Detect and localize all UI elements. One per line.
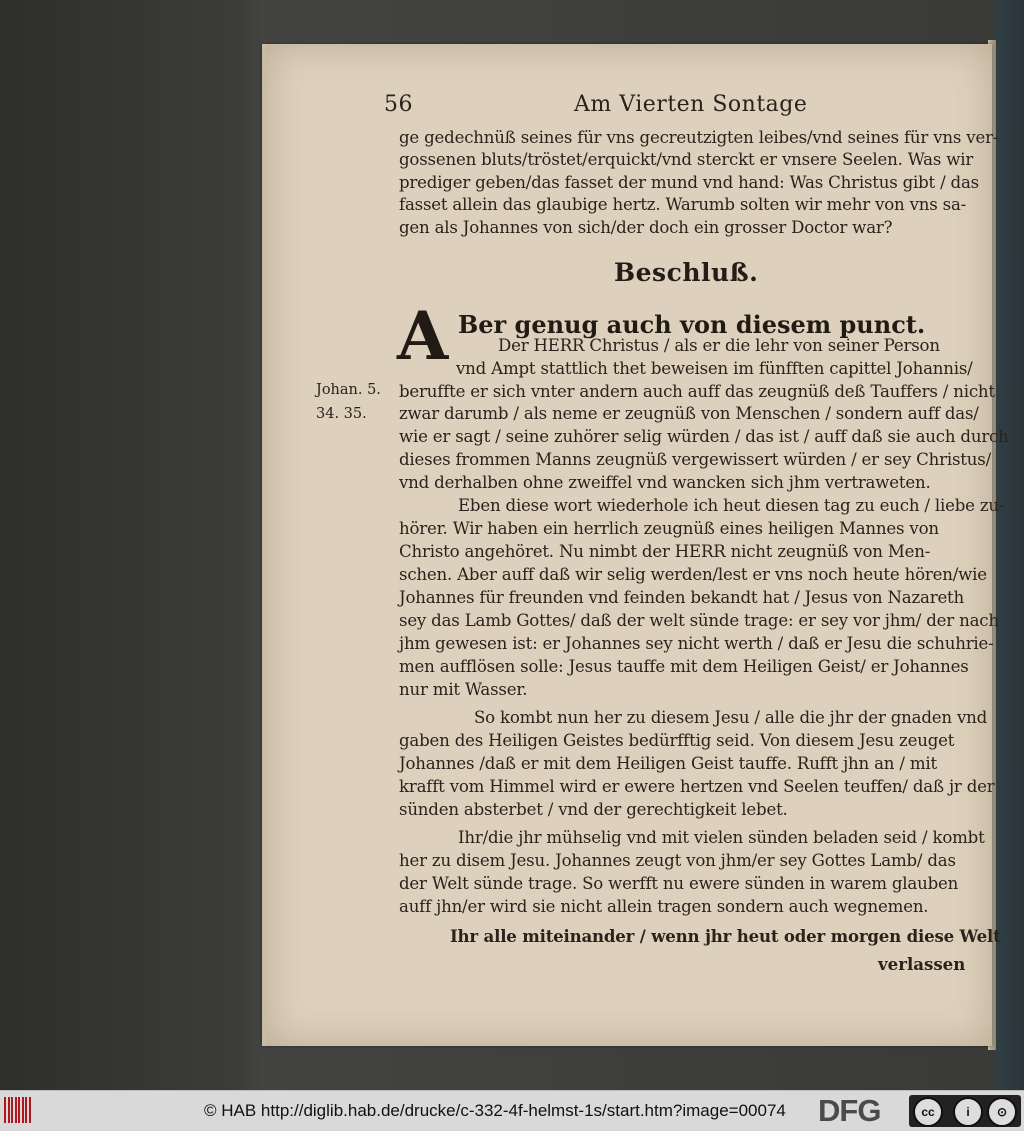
text-line: vnd derhalben ohne zweiffel vnd wancken sich jhm vertraweten. [399,473,931,492]
text-line: wie er sagt / seine zuhörer selig würden / das ist / auff daß sie auch durch [399,427,1009,446]
text-line: auff jhn/er wird sie nicht allein tragen sondern auch wegnemen. [399,897,929,916]
text-line: dieses frommen Manns zeugnüß vergewissert würden / er sey Christus/ [399,450,991,469]
text-line: ge gedechnüß seines für vns gecreutzigten leibes/vnd seines für vns ver- [399,128,999,147]
by-label: BY [961,1117,971,1124]
text-line: So kombt nun her zu diesem Jesu / alle die jhr der gnaden vnd [474,708,988,727]
text-line: gen als Johannes von sich/der doch ein grosser Doctor war? [399,218,893,237]
text-line: gaben des Heiligen Geistes bedürfftig seid. Von diesem Jesu zeuget [399,731,955,750]
dfg-logo[interactable]: DFG [818,1093,881,1128]
text-line: men aufflösen solle: Jesus tauffe mit dem Heiligen Geist/ er Johannes [399,657,969,676]
running-head-title: Am Vierten Sontage [574,92,808,117]
text-line: Ihr/die jhr mühselig vnd mit vielen sünden beladen seid / kombt [458,828,985,847]
text-line: nur mit Wasser. [399,680,528,699]
share-alike-icon: ⊙ [987,1097,1017,1127]
margin-note-line: 34. 35. [316,406,367,422]
text-line: beruffte er sich vnter andern auch auff das zeugnüß deß Tauffers / nicht [399,382,995,401]
copyright-link[interactable]: © HAB http://diglib.hab.de/drucke/c-332-4f-helmst-1s/start.htm?image=00074 [204,1101,786,1120]
margin-note-line: Johan. 5. [316,382,381,398]
text-line: jhm gewesen ist: er Johannes sey nicht werth / daß er Jesu die schuhrie- [399,634,994,653]
text-line: Ihr alle miteinander / wenn jhr heut oder morgen diese Welt [450,926,1001,946]
by-icon: i [953,1097,983,1127]
footer-bar [0,1090,1024,1131]
text-line: zwar darumb / als neme er zeugnüß von Menschen / sondern auff das/ [399,404,979,423]
text-line: her zu disem Jesu. Johannes zeugt von jhm/er sey Gottes Lamb/ das [399,851,956,870]
sa-label: SA [995,1117,1005,1124]
first-line: Ber genug auch von diesem punct. [458,310,926,339]
text-line: Der HERR Christus / als er die lehr von seiner Person [498,336,940,355]
text-line: krafft vom Himmel wird er ewere hertzen vnd Seelen teuffen/ daß jr der [399,777,995,796]
text-line: Eben diese wort wiederhole ich heut diesen tag zu euch / liebe zu- [458,496,1005,515]
text-line: Johannes /daß er mit dem Heiligen Geist tauffe. Rufft jhn an / mit [399,754,937,773]
cc-license-badge[interactable] [909,1095,1021,1127]
text-line: Christo angehöret. Nu nimbt der HERR nicht zeugnüß von Men- [399,542,931,561]
text-line: sey das Lamb Gottes/ daß der welt sünde trage: er sey vor jhm/ der nach [399,611,999,630]
text-line: vnd Ampt stattlich thet beweisen im fünfften capittel Johannis/ [456,359,973,378]
cc-icon: cc [913,1097,943,1127]
text-line: fasset allein das glaubige hertz. Warumb solten wir mehr von vns sa- [399,195,967,214]
section-heading: Beschluß. [614,258,759,287]
text-line: Johannes für freunden vnd feinden bekandt hat / Jesus von Nazareth [399,588,965,607]
text-line: sünden absterbet / vnd der gerechtigkeit lebet. [399,800,788,819]
text-line: schen. Aber auff daß wir selig werden/lest er vns noch heute hören/wie [399,565,987,584]
text-line: gossenen bluts/tröstet/erquickt/vnd sterckt er vnsere Seelen. Was wir [399,150,974,169]
hab-logo[interactable] [4,1097,38,1125]
catchword: verlassen [878,954,966,974]
text-line: hörer. Wir haben ein herrlich zeugnüß eines heiligen Mannes von [399,519,939,538]
text-line: der Welt sünde trage. So werfft nu ewere sünden in warem glauben [399,874,959,893]
page-number: 56 [384,92,413,117]
book-page [262,44,1009,1046]
text-line: prediger geben/das fasset der mund vnd hand: Was Christus gibt / das [399,173,979,192]
drop-cap-initial: A [397,297,449,375]
